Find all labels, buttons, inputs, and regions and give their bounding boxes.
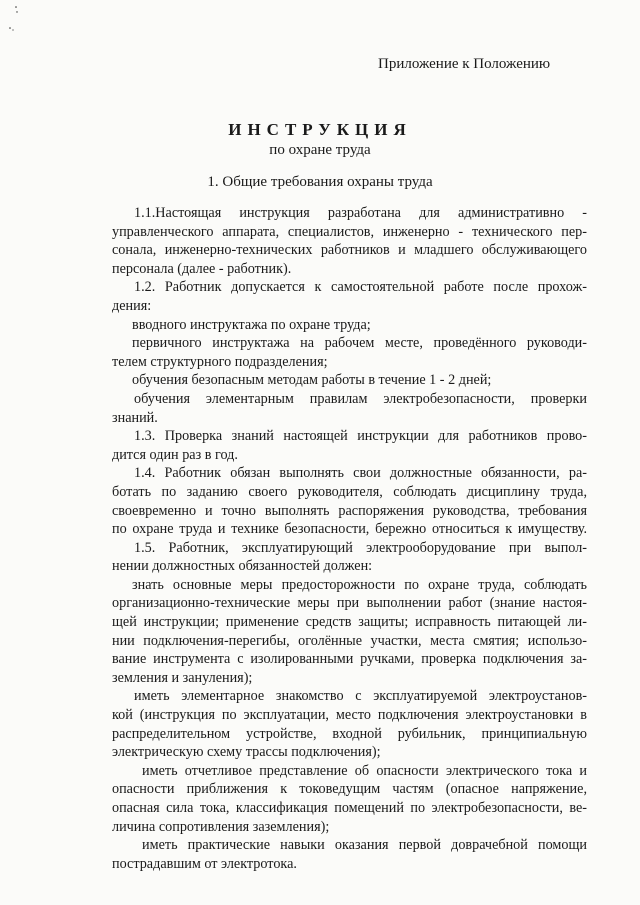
body-line: иметь отчетливое представление об опасности электрического тока и bbox=[142, 762, 587, 779]
body-line: знаний. bbox=[112, 409, 158, 426]
body-line: дится один раз в год. bbox=[112, 446, 238, 463]
body-line: управленческого аппарата, специалистов, инженерно - технического пер- bbox=[112, 223, 587, 240]
body-line: организационно-технические меры при выполнении работ (знание настоя- bbox=[112, 595, 587, 612]
body-line: сонала, инженерно-технических работников и младшего обслуживающего bbox=[112, 242, 587, 259]
body-line: по охране труда и технике безопасности, бережно относиться к имуществу. bbox=[112, 521, 587, 538]
body-line: 1.2. Работник допускается к самостоятельной работе после прохож- bbox=[134, 279, 587, 296]
body-line: телем структурного подразделения; bbox=[112, 353, 328, 370]
body-line: дения: bbox=[112, 297, 152, 314]
body-line: личина сопротивления заземления); bbox=[112, 818, 330, 835]
body-line: 1.3. Проверка знаний настоящей инструкции для работников прово- bbox=[134, 428, 587, 445]
body-line: обучения безопасным методам работы в течение 1 - 2 дней; bbox=[132, 372, 492, 389]
body-line: обучения элементарным правилам электробезопасности, проверки bbox=[134, 390, 587, 407]
body-line: опасности приближения к токоведущим частям (опасное напряжение, bbox=[112, 781, 587, 798]
body-line: щей инструкции; применение средств защиты; исправность питающей ли- bbox=[112, 614, 587, 631]
body-line: нии подключения-перегибы, оголённые участки, места смятия; использо- bbox=[112, 632, 587, 649]
body-line: электрическую схему трассы подключения); bbox=[112, 744, 381, 761]
scan-specks bbox=[6, 4, 20, 36]
body-line: иметь практические навыки оказания первой доврачебной помощи bbox=[142, 837, 587, 854]
document-title: ИНСТРУКЦИЯ bbox=[228, 120, 412, 139]
body-line: первичного инструктажа на рабочем месте, проведённого руководи- bbox=[132, 335, 587, 352]
body-line: распределительном устройстве, входной рубильник, принципиальную bbox=[112, 725, 587, 742]
body-line: пострадавшим от электротока. bbox=[112, 855, 297, 872]
appendix-note: Приложение к Положению bbox=[378, 56, 551, 72]
body-line: 1.4. Работник обязан выполнять свои должностные обязанности, ра- bbox=[134, 465, 587, 482]
body-line: вводного инструктажа по охране труда; bbox=[132, 316, 371, 333]
document-subtitle: по охране труда bbox=[269, 142, 371, 158]
body-line: 1.5. Работник, эксплуатирующий электрооборудование при выпол- bbox=[134, 539, 587, 556]
body-text bbox=[112, 204, 587, 873]
section-heading: 1. Общие требования охраны труда bbox=[207, 174, 433, 190]
body-line: своевременно и точно выполнять распоряжения руководства, требования bbox=[112, 502, 587, 519]
body-line: вание инструмента с изолированными ручками, проверка подключения за- bbox=[112, 651, 587, 668]
body-line: иметь элементарное знакомство с эксплуатируемой электроустанов- bbox=[134, 688, 587, 705]
body-line: земления и зануления); bbox=[112, 669, 253, 686]
body-line: опасная сила тока, классификация помещений по электробезопасности, ве- bbox=[112, 800, 587, 816]
body-line: 1.1.Настоящая инструкция разработана для административно - bbox=[134, 205, 587, 221]
body-line: персонала (далее - работник). bbox=[112, 260, 292, 277]
body-line: ботать по заданию своего руководителя, соблюдать дисциплину труда, bbox=[112, 483, 587, 500]
body-line: кой (инструкция по эксплуатации, место подключения электроустановки в bbox=[112, 707, 587, 724]
body-line: знать основные меры предосторожности по охране труда, соблюдать bbox=[132, 576, 587, 593]
body-line: нении должностных обязанностей должен: bbox=[112, 558, 373, 575]
